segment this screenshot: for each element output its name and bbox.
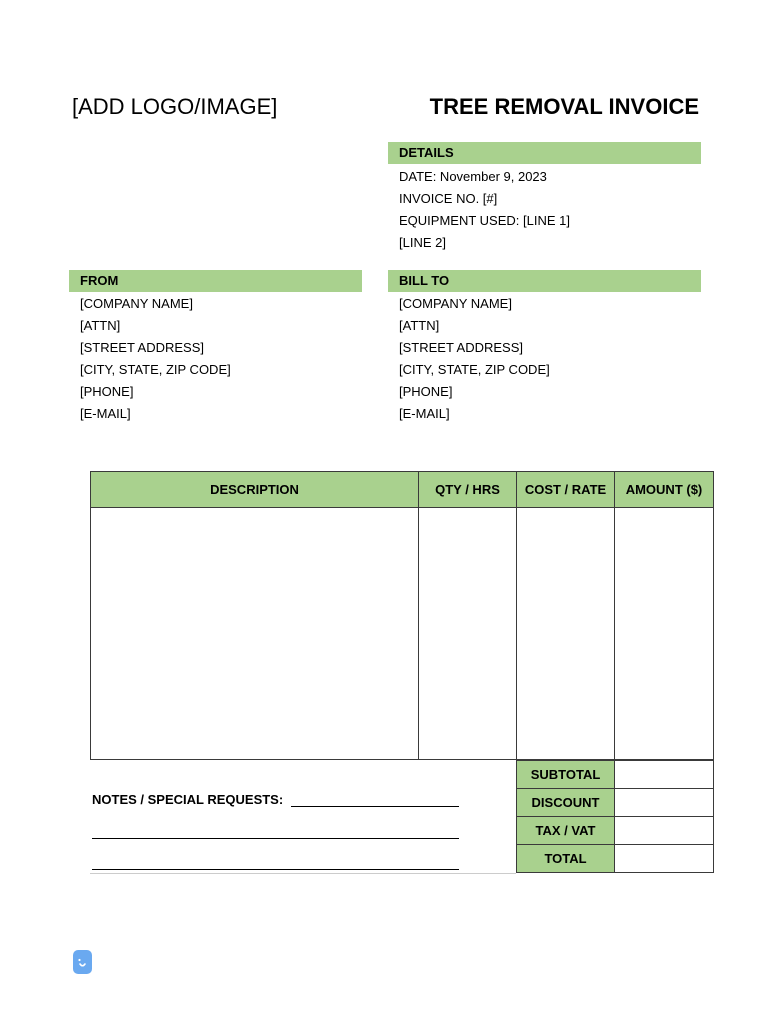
- logo-placeholder: [ADD LOGO/IMAGE]: [72, 94, 278, 119]
- total-row: [517, 845, 714, 873]
- details-equipment-line-2: [LINE 2]: [399, 235, 446, 250]
- line-items-table: [90, 471, 714, 760]
- from-city-state-zip: [CITY, STATE, ZIP CODE]: [80, 362, 231, 377]
- line-items-header-row: [91, 472, 714, 508]
- subtotal-label: SUBTOTAL: [517, 761, 615, 789]
- notes-input-line-2[interactable]: [92, 838, 459, 839]
- discount-label: DISCOUNT: [517, 789, 615, 817]
- discount-value[interactable]: [615, 789, 714, 817]
- notes-input-line-1[interactable]: [291, 806, 459, 807]
- template-brand-icon-glyph: [73, 950, 92, 974]
- notes-bottom-border: [90, 873, 516, 874]
- column-header-description: DESCRIPTION: [91, 472, 419, 508]
- tax-vat-value[interactable]: [615, 817, 714, 845]
- subtotal-row: [517, 761, 714, 789]
- bill-to-city-state-zip: [CITY, STATE, ZIP CODE]: [399, 362, 550, 377]
- template-brand-icon: [73, 950, 92, 974]
- details-equipment-line-1: EQUIPMENT USED: [LINE 1]: [399, 213, 570, 228]
- details-date: DATE: November 9, 2023: [399, 169, 547, 184]
- qty-hrs-cell[interactable]: [419, 508, 517, 760]
- from-company-name: [COMPANY NAME]: [80, 296, 193, 311]
- amount-cell[interactable]: [615, 508, 714, 760]
- bill-to-phone: [PHONE]: [399, 384, 453, 399]
- tax-vat-row: [517, 817, 714, 845]
- details-heading: DETAILS: [388, 142, 701, 164]
- bill-to-email: [E-MAIL]: [399, 406, 450, 421]
- table-row: [91, 508, 714, 760]
- column-header-qty-hrs: QTY / HRS: [419, 472, 517, 508]
- details-invoice-no: INVOICE NO. [#]: [399, 191, 498, 206]
- description-cell[interactable]: [91, 508, 419, 760]
- bill-to-company-name: [COMPANY NAME]: [399, 296, 512, 311]
- subtotal-value[interactable]: [615, 761, 714, 789]
- column-header-cost-rate: COST / RATE: [517, 472, 615, 508]
- from-attn: [ATTN]: [80, 318, 121, 333]
- notes-input-line-3[interactable]: [92, 869, 459, 870]
- from-phone: [PHONE]: [80, 384, 134, 399]
- bill-to-heading: BILL TO: [388, 270, 701, 292]
- bill-to-attn: [ATTN]: [399, 318, 440, 333]
- bill-to-street-address: [STREET ADDRESS]: [399, 340, 524, 355]
- total-label: TOTAL: [517, 845, 615, 873]
- totals-table: [516, 760, 714, 873]
- from-heading: FROM: [69, 270, 362, 292]
- invoice-title: TREE REMOVAL INVOICE: [429, 94, 699, 119]
- discount-row: [517, 789, 714, 817]
- cost-rate-cell[interactable]: [517, 508, 615, 760]
- notes-label: NOTES / SPECIAL REQUESTS:: [92, 792, 284, 807]
- tax-vat-label: TAX / VAT: [517, 817, 615, 845]
- from-email: [E-MAIL]: [80, 406, 131, 421]
- total-value[interactable]: [615, 845, 714, 873]
- from-street-address: [STREET ADDRESS]: [80, 340, 205, 355]
- column-header-amount: AMOUNT ($): [615, 472, 714, 508]
